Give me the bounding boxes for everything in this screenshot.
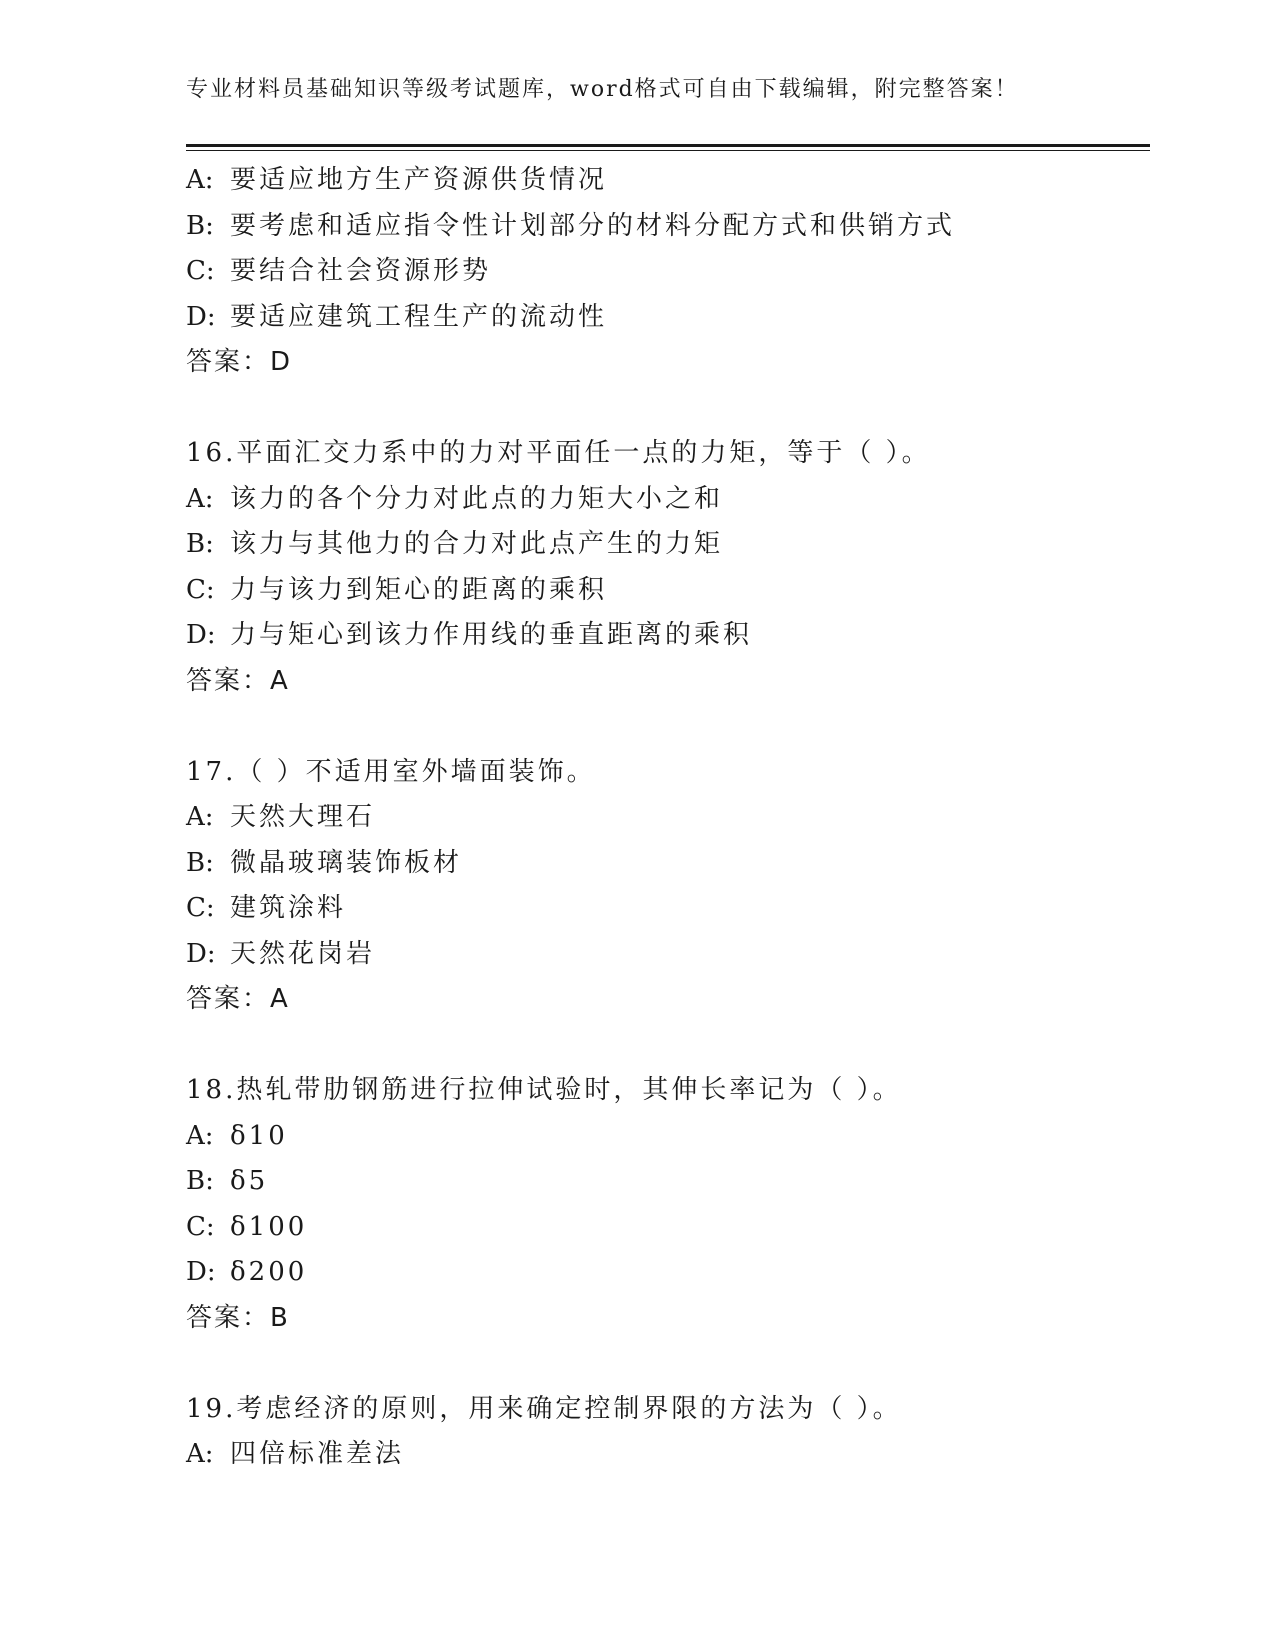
option-d: D: 天然花岗岩	[186, 938, 376, 969]
question-block	[186, 750, 1146, 1023]
option-d: D: δ200	[186, 1257, 308, 1287]
answer: 答案：B	[186, 1302, 290, 1333]
option-a: A: 天然大理石	[186, 802, 376, 832]
option-a: A: 该力的各个分力对此点的力矩大小之和	[186, 483, 724, 514]
option-a: A: 四倍标准差法	[186, 1439, 405, 1469]
option-d: D: 力与矩心到该力作用线的垂直距离的乘积	[186, 620, 753, 650]
question-block	[186, 431, 1146, 704]
question-block	[186, 158, 1146, 386]
option-b: B: 要考虑和适应指令性计划部分的材料分配方式和供销方式	[186, 210, 956, 241]
question-block	[186, 1387, 1146, 1478]
question-text: 19.考虑经济的原则，用来确定控制界限的方法为（ ）。	[186, 1393, 902, 1424]
header-rule-thin	[186, 150, 1150, 151]
option-a: A: 要适应地方生产资源供货情况	[186, 165, 608, 195]
answer: 答案：A	[186, 665, 290, 696]
answer: 答案：D	[186, 347, 293, 377]
option-a: A: δ10	[186, 1120, 288, 1151]
option-b: B: 微晶玻璃装饰板材	[186, 847, 463, 878]
question-block	[186, 1068, 1146, 1341]
option-c: C: 力与该力到矩心的距离的乘积	[186, 574, 608, 605]
option-c: C: 建筑涂料	[186, 893, 347, 923]
question-text: 16.平面汇交力系中的力对平面任一点的力矩，等于（ ）。	[186, 438, 931, 468]
header-rule-thick	[186, 144, 1150, 147]
question-text: 18.热轧带肋钢筋进行拉伸试验时，其伸长率记为（ ）。	[186, 1075, 902, 1105]
option-b: B: 该力与其他力的合力对此点产生的力矩	[186, 529, 724, 559]
option-d: D: 要适应建筑工程生产的流动性	[186, 301, 608, 332]
question-text: 17.（ ）不适用室外墙面装饰。	[186, 756, 596, 787]
option-b: B: δ5	[186, 1166, 269, 1196]
page-header: 专业材料员基础知识等级考试题库，word格式可自由下载编辑，附完整答案！	[186, 77, 1019, 102]
option-c: C: δ100	[186, 1211, 308, 1242]
option-c: C: 要结合社会资源形势	[186, 256, 492, 286]
question-list	[186, 158, 1146, 1478]
answer: 答案：A	[186, 984, 290, 1014]
